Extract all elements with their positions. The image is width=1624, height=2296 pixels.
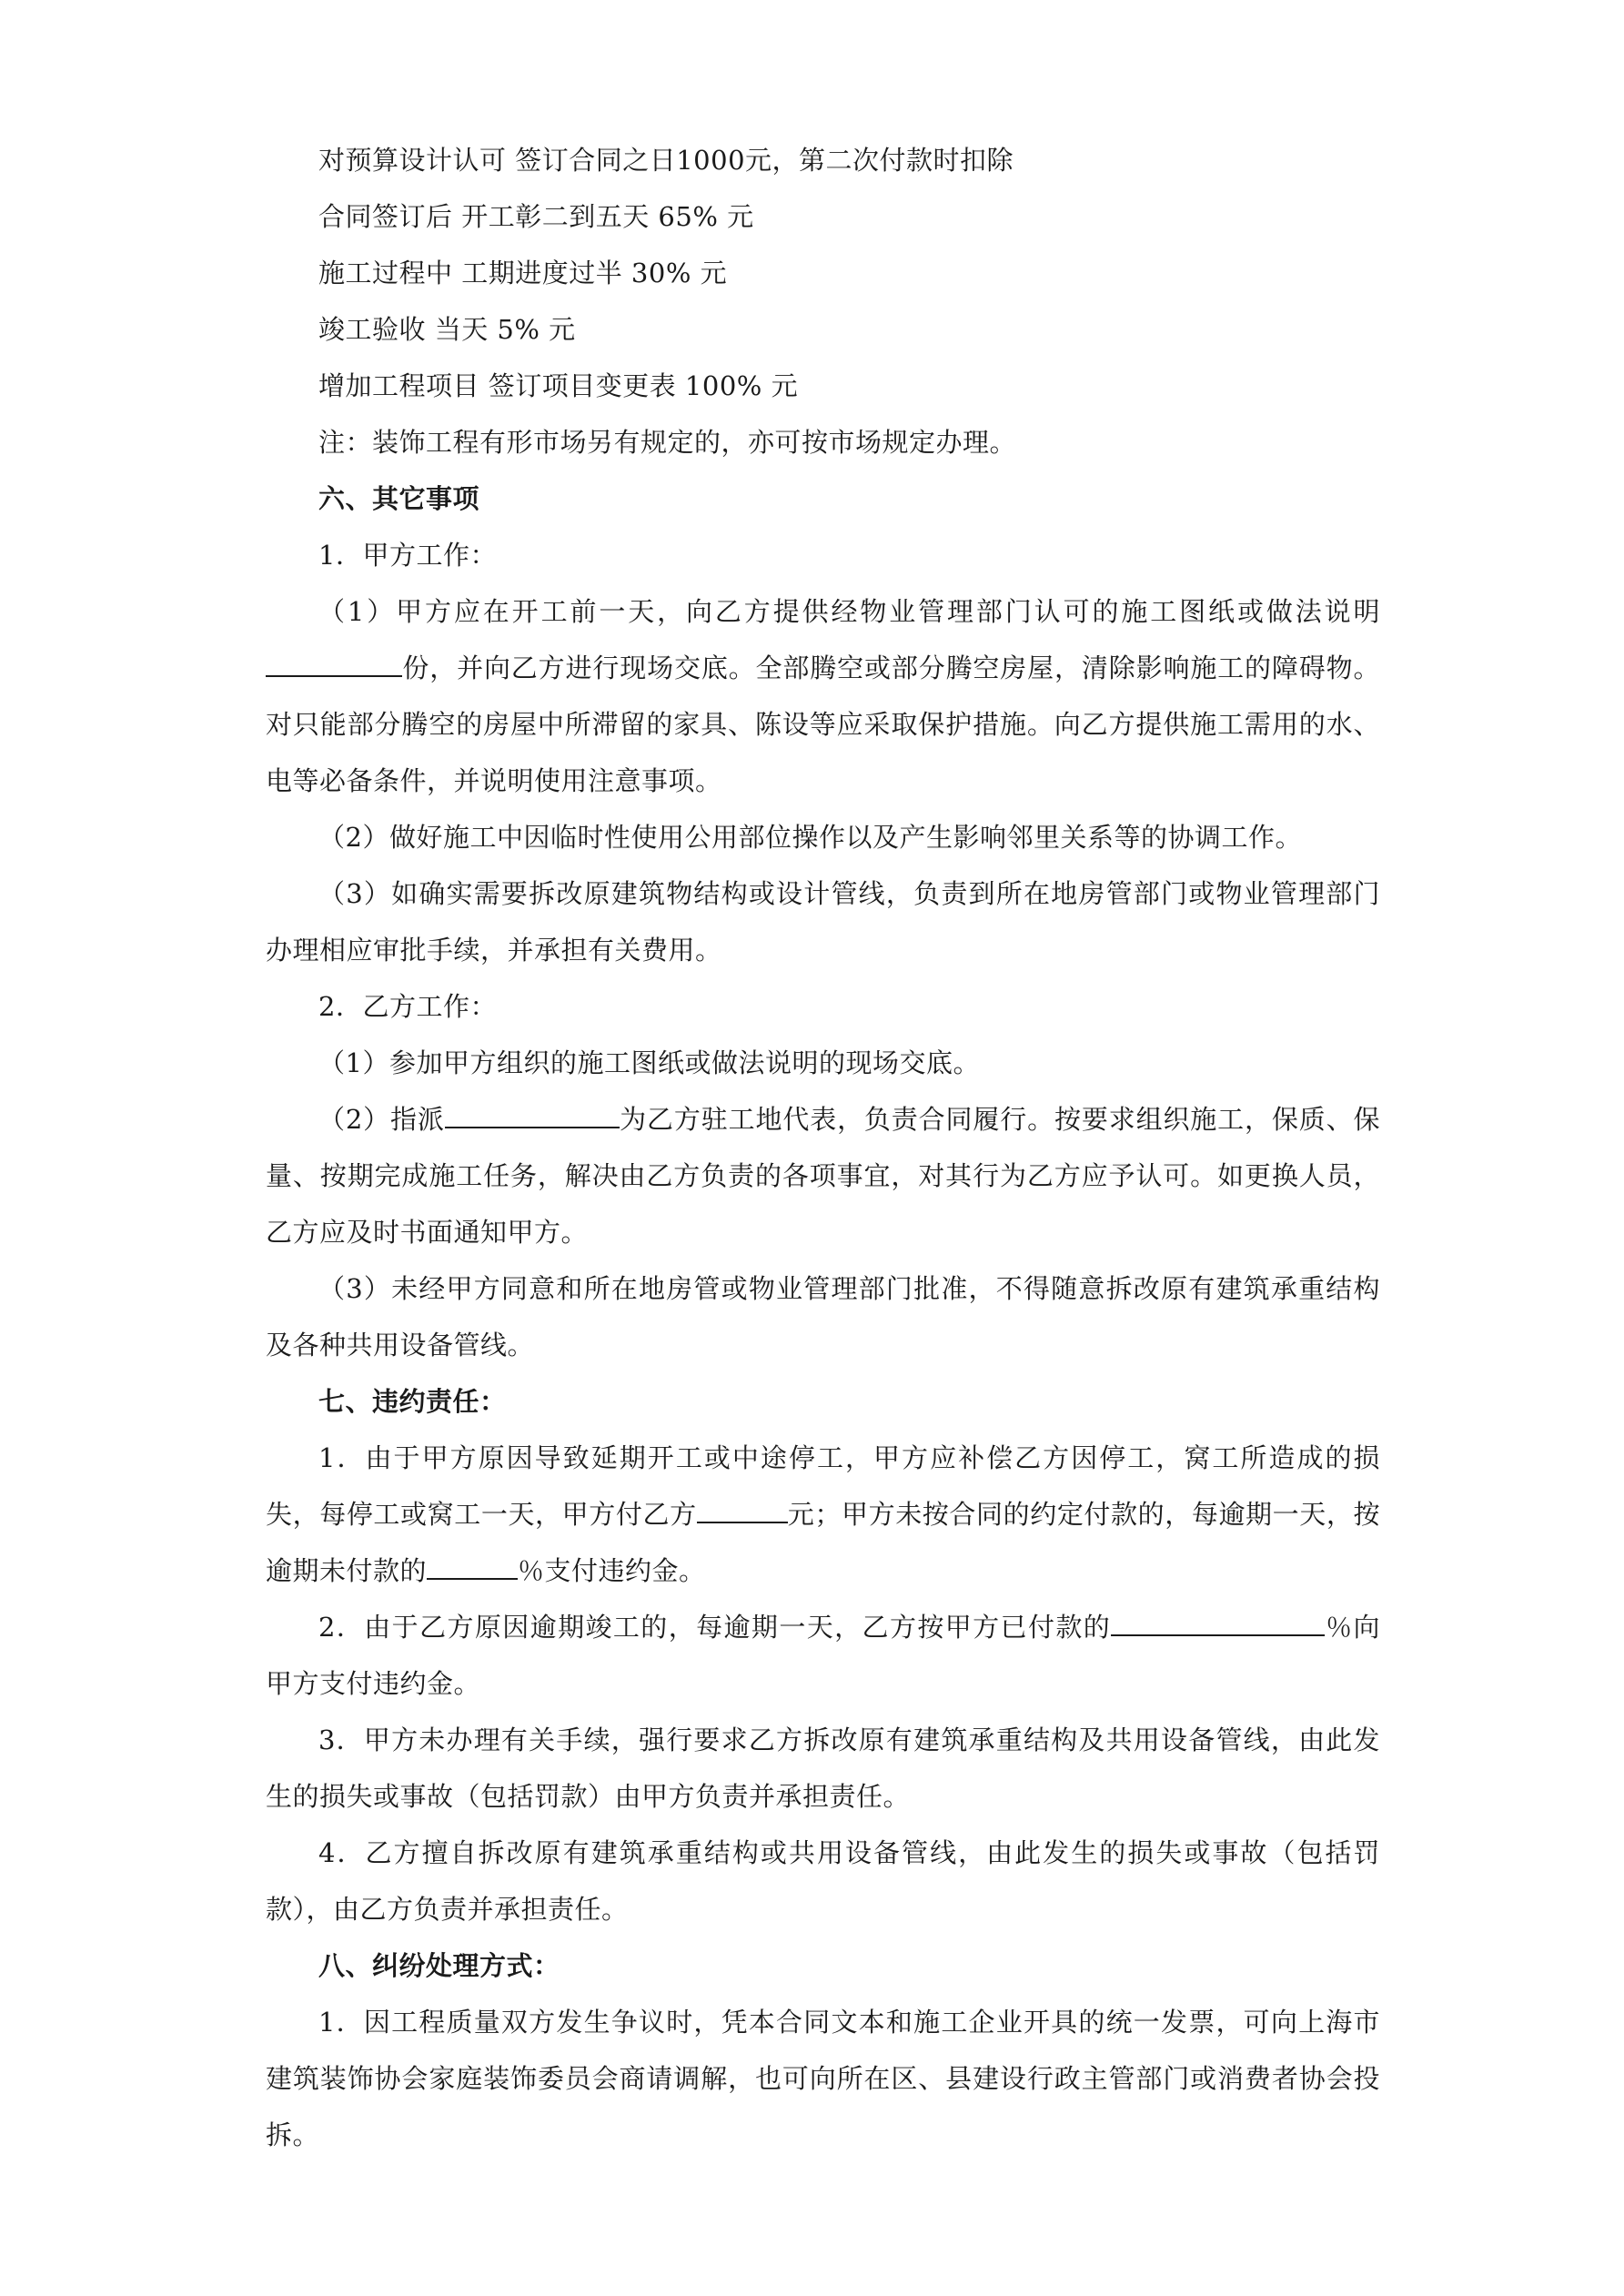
document-body [266, 132, 1380, 2163]
copies-blank [266, 648, 402, 677]
daily-compensation-blank [697, 1494, 788, 1523]
party-a-item-1 [266, 583, 1380, 809]
note-text: 注：装饰工程有形市场另有规定的，亦可按市场规定办理。 [318, 427, 1017, 458]
representative-blank [445, 1099, 620, 1128]
delay-penalty-blank [1111, 1607, 1325, 1636]
payment-row: 合同签订后 开工彰二到五天 65% 元 [318, 201, 754, 232]
payment-row: 对预算设计认可 签订合同之日1000元，第二次付款时扣除 [318, 145, 1014, 176]
breach-clause-2-post: ％向甲方支付违约金。 [266, 1612, 1380, 1699]
section-7-heading: 七、违约责任： [318, 1386, 507, 1417]
breach-clause-1 [266, 1430, 1380, 1599]
penalty-rate-blank [427, 1551, 518, 1580]
breach-clause-2-pre: 2．由于乙方原因逾期竣工的，每逾期一天，乙方按甲方已付款的 [318, 1612, 1112, 1643]
party-a-item-2: （2）做好施工中因临时性使用公用部位操作以及产生影响邻里关系等的协调工作。 [318, 822, 1302, 853]
payment-row: 竣工验收 当天 5% 元 [318, 314, 576, 345]
party-b-item-2 [266, 1091, 1380, 1260]
party-b-item-2-pre: （2）指派 [318, 1104, 445, 1135]
section-6-heading: 六、其它事项 [318, 483, 480, 514]
party-b-title: 2．乙方工作： [318, 991, 497, 1022]
party-b-item-1: （1）参加甲方组织的施工图纸或做法说明的现场交底。 [318, 1047, 980, 1078]
breach-clause-1-post: ％支付违约金。 [518, 1555, 706, 1586]
payment-row: 增加工程项目 签订项目变更表 100% 元 [318, 370, 799, 401]
party-b-item-3: （3）未经甲方同意和所在地房管或物业管理部门批准，不得随意拆改原有建筑承重结构及各种共用设备管线。 [266, 1273, 1380, 1360]
party-a-item-3: （3）如确实需要拆改原建筑物结构或设计管线，负责到所在地房管部门或物业管理部门办理相应审批手续，并承担有关费用。 [266, 878, 1380, 966]
breach-clause-4: 4．乙方擅自拆改原有建筑承重结构或共用设备管线，由此发生的损失或事故（包括罚款），由乙方负责并承担责任。 [266, 1837, 1380, 1925]
dispute-clause-1: 1．因工程质量双方发生争议时，凭本合同文本和施工企业开具的统一发票，可向上海市建筑装饰协会家庭装饰委员会商请调解，也可向所在区、县建设行政主管部门或消费者协会投拆。 [266, 2007, 1380, 2150]
payment-row: 施工过程中 工期进度过半 30% 元 [318, 258, 728, 288]
party-a-item-1-pre: （1）甲方应在开工前一天，向乙方提供经物业管理部门认可的施工图纸或做法说明 [318, 596, 1380, 627]
breach-clause-1-mid: 元；甲方未按合同的约定付款的，每逾期一天，按逾期未付款的 [266, 1499, 1380, 1586]
party-a-item-1-post: 份，并向乙方进行现场交底。全部腾空或部分腾空房屋，清除影响施工的障碍物。对只能部分腾空的房屋中所滞留的家具、陈设等应采取保护措施。向乙方提供施工需用的水、电等必备条件，并说明使用注意事项。 [266, 652, 1380, 796]
breach-clause-3: 3．甲方未办理有关手续，强行要求乙方拆改原有建筑承重结构及共用设备管线，由此发生的损失或事故（包括罚款）由甲方负责并承担责任。 [266, 1725, 1380, 1812]
breach-clause-1-pre: 1．由于甲方原因导致延期开工或中途停工，甲方应补偿乙方因停工，窝工所造成的损失，每停工或窝工一天，甲方付乙方 [266, 1442, 1380, 1530]
party-b-item-2-post: 为乙方驻工地代表，负责合同履行。按要求组织施工，保质、保量、按期完成施工任务，解决由乙方负责的各项事宜，对其行为乙方应予认可。如更换人员，乙方应及时书面通知甲方。 [266, 1104, 1380, 1248]
party-a-title: 1．甲方工作： [318, 540, 497, 571]
breach-clause-2 [266, 1599, 1380, 1712]
section-8-heading: 八、纠纷处理方式： [318, 1950, 560, 1981]
